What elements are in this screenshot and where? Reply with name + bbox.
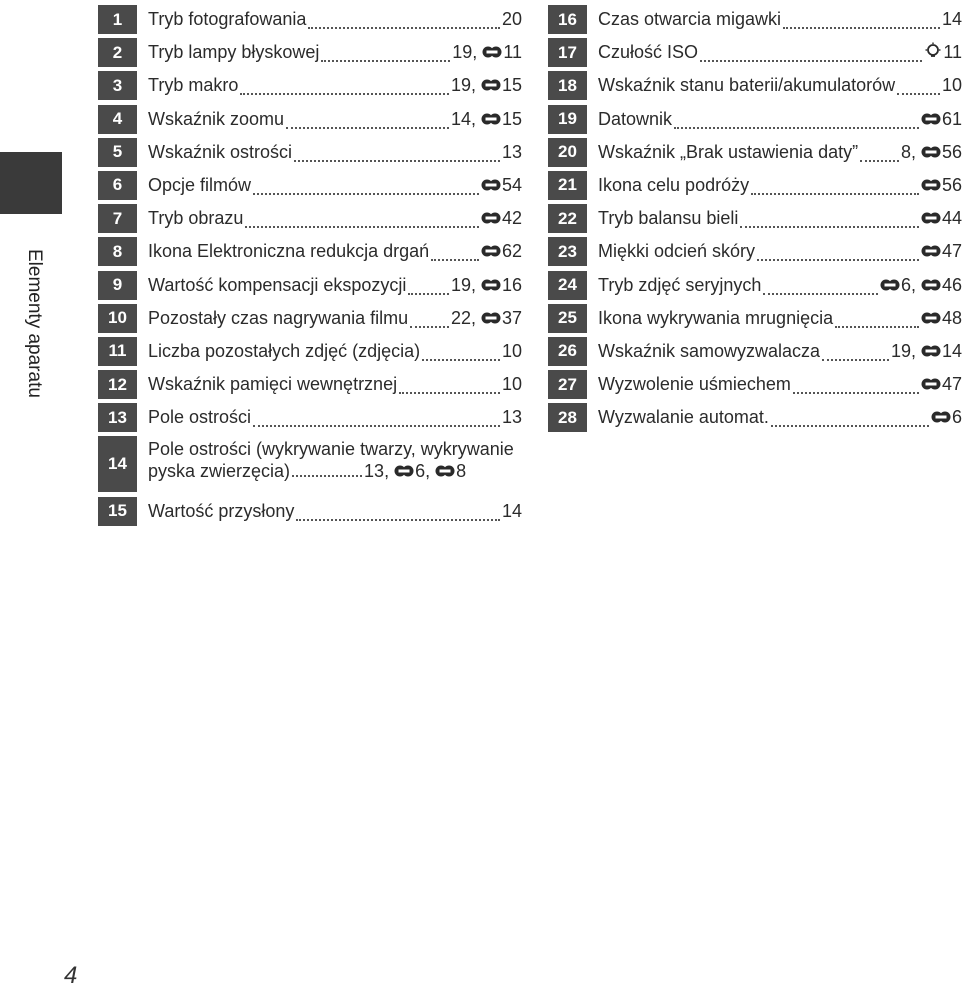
page-reference: 10 (501, 340, 522, 361)
page-reference: 56 (921, 175, 962, 196)
item-label-line1: Pole ostrości (wykrywanie twarzy, wykrywanie (148, 439, 514, 460)
reference-section-icon (481, 311, 501, 325)
item-label: Liczba pozostałych zdjęć (zdjęcia) (148, 340, 421, 361)
section-tab-marker (0, 152, 62, 214)
item-label: Wyzwolenie uśmiechem (598, 374, 791, 395)
item-label: Pozostały czas nagrywania filmu (148, 307, 409, 328)
page-reference: 19, 16 (450, 274, 522, 295)
dot-leader (897, 93, 940, 95)
page-reference: 14 (501, 500, 522, 521)
dot-leader (294, 160, 500, 162)
legend-item (548, 38, 962, 67)
item-entry (137, 171, 522, 200)
dot-leader (253, 193, 479, 195)
item-entry (137, 370, 522, 399)
dot-leader (321, 60, 450, 62)
dot-leader (700, 60, 922, 62)
tip-bulb-icon (924, 42, 942, 60)
legend-item (548, 138, 962, 167)
dot-leader (286, 127, 449, 129)
item-number-badge: 15 (98, 497, 137, 526)
legend-item (98, 237, 522, 266)
dot-leader (296, 519, 500, 521)
item-number-badge: 7 (98, 204, 137, 233)
reference-section-icon (921, 211, 941, 225)
legend-column-left (98, 5, 522, 530)
item-number-badge: 11 (98, 337, 137, 366)
item-label: Miękki odcień skóry (598, 241, 756, 262)
legend-item (98, 171, 522, 200)
legend-item (548, 337, 962, 366)
legend-item (98, 304, 522, 333)
item-number-badge: 13 (98, 403, 137, 432)
legend-item (98, 403, 522, 432)
dot-leader (431, 259, 479, 261)
legend-item (98, 497, 522, 526)
item-entry (137, 138, 522, 167)
legend-item (98, 5, 522, 34)
item-label: Wskaźnik ostrości (148, 141, 293, 162)
item-entry (137, 105, 522, 134)
item-number-badge: 14 (98, 436, 137, 492)
page-reference: 14 (941, 9, 962, 29)
reference-section-icon (921, 145, 941, 159)
dot-leader (757, 259, 919, 261)
page-reference: 48 (921, 308, 962, 329)
item-label: Datownik (598, 108, 673, 129)
item-label: Tryb zdjęć seryjnych (598, 274, 762, 295)
page-number: 4 (64, 962, 78, 989)
item-entry (137, 204, 522, 233)
item-entry (587, 403, 962, 432)
legend-item (548, 304, 962, 333)
item-entry (137, 71, 522, 100)
item-number-badge: 8 (98, 237, 137, 266)
legend-column-right (548, 5, 962, 436)
item-number-badge: 18 (548, 71, 587, 100)
legend-item (98, 204, 522, 233)
page-reference: 11 (924, 42, 962, 63)
reference-section-icon (931, 410, 951, 424)
item-label: Tryb balansu bieli (598, 208, 739, 229)
page-reference: 19, 15 (450, 75, 522, 96)
reference-section-icon (482, 45, 502, 59)
reference-section-icon (921, 278, 941, 292)
page-reference: 47 (921, 241, 962, 262)
legend-item (548, 204, 962, 233)
item-label: Czułość ISO (598, 42, 699, 63)
item-number-badge: 17 (548, 38, 587, 67)
item-label: Tryb fotografowania (148, 9, 307, 29)
item-label: Wskaźnik samowyzwalacza (598, 340, 821, 361)
page-reference: 8, 56 (900, 141, 962, 162)
item-entry (587, 370, 962, 399)
reference-section-icon (394, 464, 414, 478)
dot-leader (783, 27, 940, 29)
dot-leader (835, 326, 919, 328)
item-entry (137, 337, 522, 366)
page-reference: 20 (501, 9, 522, 29)
page-reference: 42 (481, 208, 522, 229)
legend-item (548, 5, 962, 34)
item-entry (137, 436, 522, 492)
dot-leader (860, 160, 899, 162)
reference-section-icon (481, 78, 501, 92)
item-number-badge: 4 (98, 105, 137, 134)
legend-item (98, 38, 522, 67)
dot-leader (740, 226, 919, 228)
item-number-badge: 20 (548, 138, 587, 167)
page-reference: 54 (481, 175, 522, 196)
item-entry (137, 271, 522, 300)
item-entry (587, 5, 962, 34)
reference-section-icon (921, 244, 941, 258)
item-label: Ikona celu podróży (598, 174, 750, 195)
section-title: Elementy aparatu (24, 248, 45, 398)
reference-section-icon (921, 178, 941, 192)
page-reference: 61 (921, 109, 962, 130)
item-entry (137, 304, 522, 333)
dot-leader (422, 359, 500, 361)
dot-leader (793, 392, 919, 394)
item-entry (137, 403, 522, 432)
item-label: Czas otwarcia migawki (598, 9, 782, 29)
item-entry (587, 138, 962, 167)
item-entry (587, 337, 962, 366)
item-entry (137, 5, 522, 34)
item-number-badge: 9 (98, 271, 137, 300)
item-label: Wskaźnik stanu baterii/akumulatorów (598, 75, 896, 96)
reference-section-icon (481, 278, 501, 292)
item-entry (587, 105, 962, 134)
item-number-badge: 2 (98, 38, 137, 67)
page-reference: 10 (501, 374, 522, 395)
dot-leader (751, 193, 919, 195)
dot-leader (410, 326, 449, 328)
legend-item (548, 237, 962, 266)
item-number-badge: 28 (548, 403, 587, 432)
dot-leader (253, 425, 500, 427)
dot-leader (408, 293, 449, 295)
page-reference: 13, 6, 8 (364, 461, 467, 482)
dot-leader (240, 93, 449, 95)
item-label: Wartość kompensacji ekspozycji (148, 274, 407, 295)
page-reference: 14, 15 (450, 108, 522, 129)
item-number-badge: 23 (548, 237, 587, 266)
legend-item (98, 105, 522, 134)
legend-item (98, 271, 522, 300)
item-number-badge: 1 (98, 5, 137, 34)
item-number-badge: 10 (98, 304, 137, 333)
item-label: Pole ostrości (148, 407, 252, 428)
item-number-badge: 19 (548, 105, 587, 134)
dot-leader (822, 359, 889, 361)
dot-leader (245, 226, 479, 228)
reference-section-icon (921, 112, 941, 126)
item-label: Wskaźnik zoomu (148, 108, 285, 129)
legend-item (98, 71, 522, 100)
page-reference: 13 (501, 141, 522, 162)
legend-item (548, 271, 962, 300)
item-label: Tryb makro (148, 75, 239, 96)
item-number-badge: 21 (548, 171, 587, 200)
item-number-badge: 22 (548, 204, 587, 233)
reference-section-icon (921, 311, 941, 325)
legend-item (548, 171, 962, 200)
item-entry (587, 171, 962, 200)
item-number-badge: 16 (548, 5, 587, 34)
page-reference: 10 (941, 75, 962, 96)
page-reference: 6 (931, 407, 962, 428)
legend-item (98, 436, 522, 492)
page-reference: 22, 37 (450, 307, 522, 328)
dot-leader (399, 392, 500, 394)
item-label: Ikona Elektroniczna redukcja drgań (148, 241, 430, 262)
item-number-badge: 3 (98, 71, 137, 100)
dot-leader (292, 475, 362, 477)
item-entry (587, 237, 962, 266)
reference-section-icon (921, 377, 941, 391)
item-number-badge: 6 (98, 171, 137, 200)
legend-item (98, 138, 522, 167)
item-label: Wskaźnik pamięci wewnętrznej (148, 374, 398, 395)
page-reference: 19, 11 (452, 42, 522, 63)
legend-item (548, 105, 962, 134)
legend-item (98, 337, 522, 366)
item-number-badge: 5 (98, 138, 137, 167)
item-number-badge: 24 (548, 271, 587, 300)
item-entry (587, 271, 962, 300)
item-label: Wyzwalanie automat. (598, 407, 769, 428)
item-number-badge: 27 (548, 370, 587, 399)
legend-item (548, 71, 962, 100)
page-reference: 44 (921, 208, 962, 229)
reference-section-icon (481, 112, 501, 126)
reference-section-icon (481, 178, 501, 192)
item-label: Tryb obrazu (148, 208, 244, 229)
dot-leader (308, 27, 500, 29)
item-entry (137, 38, 522, 67)
reference-section-icon (481, 211, 501, 225)
item-label: Tryb lampy błyskowej (148, 42, 320, 63)
item-number-badge: 25 (548, 304, 587, 333)
reference-section-icon (435, 464, 455, 478)
item-entry (137, 237, 522, 266)
legend-item (548, 370, 962, 399)
item-entry (587, 304, 962, 333)
item-label: Ikona wykrywania mrugnięcia (598, 307, 834, 328)
item-number-badge: 12 (98, 370, 137, 399)
page-reference: 13 (501, 407, 522, 428)
item-entry (587, 204, 962, 233)
reference-section-icon (481, 244, 501, 258)
dot-leader (763, 293, 878, 295)
section-side-label (14, 228, 54, 418)
dot-leader (674, 127, 919, 129)
item-label-line2: pyska zwierzęcia) (148, 461, 291, 482)
item-entry (587, 71, 962, 100)
item-entry (137, 497, 522, 526)
legend-item (98, 370, 522, 399)
item-entry (587, 38, 962, 67)
item-label: Wskaźnik „Brak ustawienia daty” (598, 141, 859, 162)
page-reference: 19, 14 (890, 340, 962, 361)
page-reference: 47 (921, 374, 962, 395)
page-reference: 6, 46 (880, 275, 962, 296)
dot-leader (771, 425, 929, 427)
item-number-badge: 26 (548, 337, 587, 366)
item-label: Wartość przysłony (148, 500, 295, 521)
legend-item (548, 403, 962, 432)
reference-section-icon (921, 344, 941, 358)
page-reference: 62 (481, 241, 522, 262)
item-label: Opcje filmów (148, 174, 252, 195)
reference-section-icon (880, 278, 900, 292)
